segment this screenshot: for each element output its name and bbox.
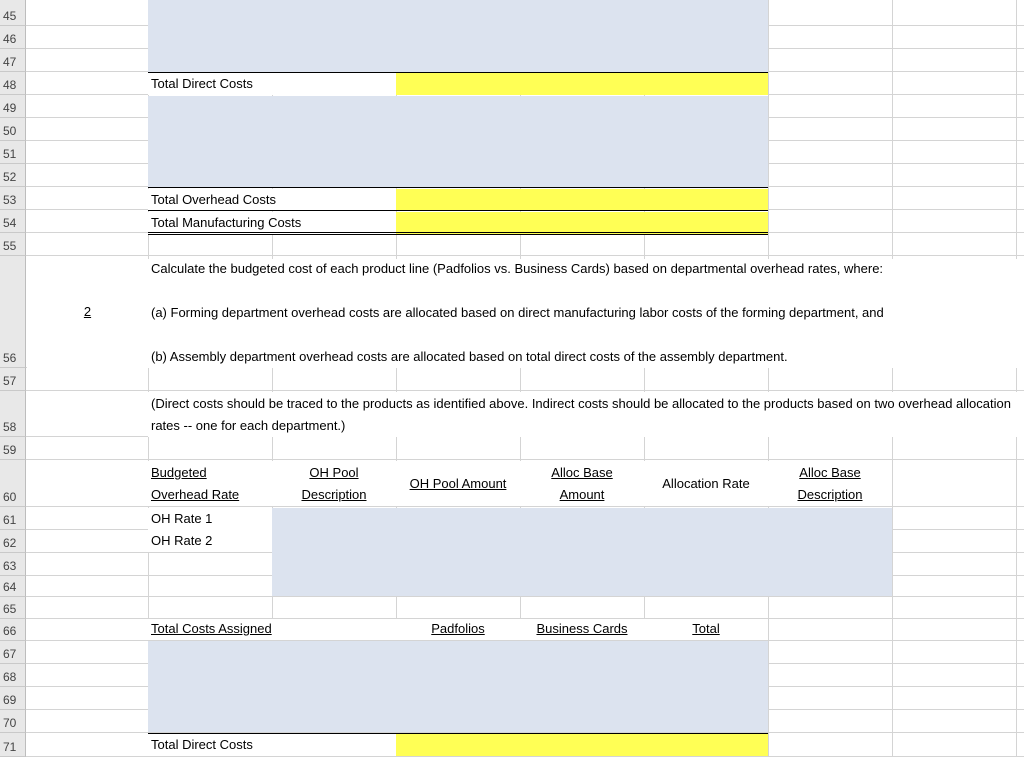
row-header[interactable]: 47 (0, 49, 26, 72)
border (148, 234, 768, 235)
row-header[interactable]: 54 (0, 210, 26, 233)
answer-cell-total-direct[interactable] (396, 73, 768, 95)
oh-header-line: OH Pool (309, 465, 359, 480)
col-business-cards: Business Cards (536, 621, 628, 636)
oh-header-line: Alloc Base (551, 465, 613, 480)
answer-cell-total-overhead[interactable] (396, 189, 768, 211)
row-header[interactable]: 64 (0, 576, 26, 597)
row-header[interactable]: 50 (0, 118, 26, 141)
question-line-1: Calculate the budgeted cost of each product line (Padfolios vs. Business Cards) based on departmental overhead rates, where: (151, 261, 884, 276)
row-line (26, 390, 1024, 391)
row-header[interactable]: 66 (0, 619, 26, 641)
row-header[interactable]: 49 (0, 95, 26, 118)
col-total: Total (692, 621, 720, 636)
total-direct-costs-label-2: Total Direct Costs (151, 737, 253, 752)
question-note: (Direct costs should be traced to the products as identified above. Indirect costs should be allocated to the products based on two overhead allocation rates -- one for each department.) (151, 396, 1011, 433)
oh-header-line: Overhead Rate (151, 487, 240, 502)
col-padfolios: Padfolios (431, 621, 485, 636)
col-line (892, 0, 893, 757)
row-header[interactable]: 48 (0, 72, 26, 95)
row-header[interactable]: 51 (0, 141, 26, 164)
oh-header-base-desc (768, 462, 892, 506)
question-number: 2 (83, 304, 92, 319)
answer-cell-total-manufacturing[interactable] (396, 212, 768, 234)
row-header[interactable]: 69 (0, 687, 26, 710)
row-header[interactable]: 46 (0, 26, 26, 49)
oh-rate-1-label: OH Rate 1 (151, 511, 213, 526)
row-header[interactable]: 61 (0, 507, 26, 530)
oh-header-pool-amount: OH Pool Amount (409, 476, 507, 491)
row-line (26, 506, 1024, 507)
row-header[interactable]: 71 (0, 733, 26, 757)
question-line-b: (b) Assembly department overhead costs are allocated based on total direct costs of the assembly department. (151, 349, 788, 364)
row-line (26, 459, 1024, 460)
row-header[interactable]: 60 (0, 460, 26, 507)
oh-header-budgeted (151, 462, 239, 506)
oh-header-pool-desc (272, 462, 396, 506)
row-line (26, 255, 1024, 256)
col-line (1016, 0, 1017, 757)
row-header[interactable]: 57 (0, 368, 26, 391)
row-header[interactable]: 63 (0, 553, 26, 576)
total-costs-assigned-label: Total Costs Assigned (151, 621, 272, 636)
row-header[interactable]: 55 (0, 233, 26, 256)
oh-header-line: Description (301, 487, 367, 502)
row-header[interactable]: 56 (0, 256, 26, 368)
oh-header-line: Amount (559, 487, 605, 502)
total-manufacturing-costs-label: Total Manufacturing Costs (151, 215, 302, 230)
assigned-input-area[interactable] (148, 641, 768, 732)
border (148, 187, 768, 188)
row-header[interactable]: 53 (0, 187, 26, 210)
total-direct-costs-label: Total Direct Costs (151, 76, 253, 91)
row-header[interactable]: 52 (0, 164, 26, 187)
answer-cell-total-direct-2[interactable] (396, 734, 768, 756)
col-line (768, 0, 769, 757)
row-header[interactable]: 45 (0, 0, 26, 26)
oh-rate-2-label: OH Rate 2 (151, 533, 213, 548)
row-line (26, 596, 1024, 597)
oh-header-line: Alloc Base (799, 465, 861, 480)
row-header[interactable]: 59 (0, 437, 26, 460)
input-area[interactable] (148, 96, 768, 187)
oh-header-line: Description (797, 487, 863, 502)
row-header[interactable]: 58 (0, 391, 26, 437)
oh-header-base-amount (520, 462, 644, 506)
row-header[interactable]: 70 (0, 710, 26, 733)
input-area[interactable] (148, 0, 768, 72)
question-line-a: (a) Forming department overhead costs are allocated based on direct manufacturing labor costs of the forming department, and (151, 305, 884, 320)
oh-input-area[interactable] (272, 508, 892, 596)
row-header[interactable]: 65 (0, 597, 26, 619)
row-header[interactable]: 67 (0, 641, 26, 664)
row-header[interactable]: 68 (0, 664, 26, 687)
total-overhead-costs-label: Total Overhead Costs (151, 192, 277, 207)
oh-header-alloc-rate: Allocation Rate (662, 476, 750, 491)
oh-header-line: Budgeted (151, 465, 207, 480)
row-header[interactable]: 62 (0, 530, 26, 553)
